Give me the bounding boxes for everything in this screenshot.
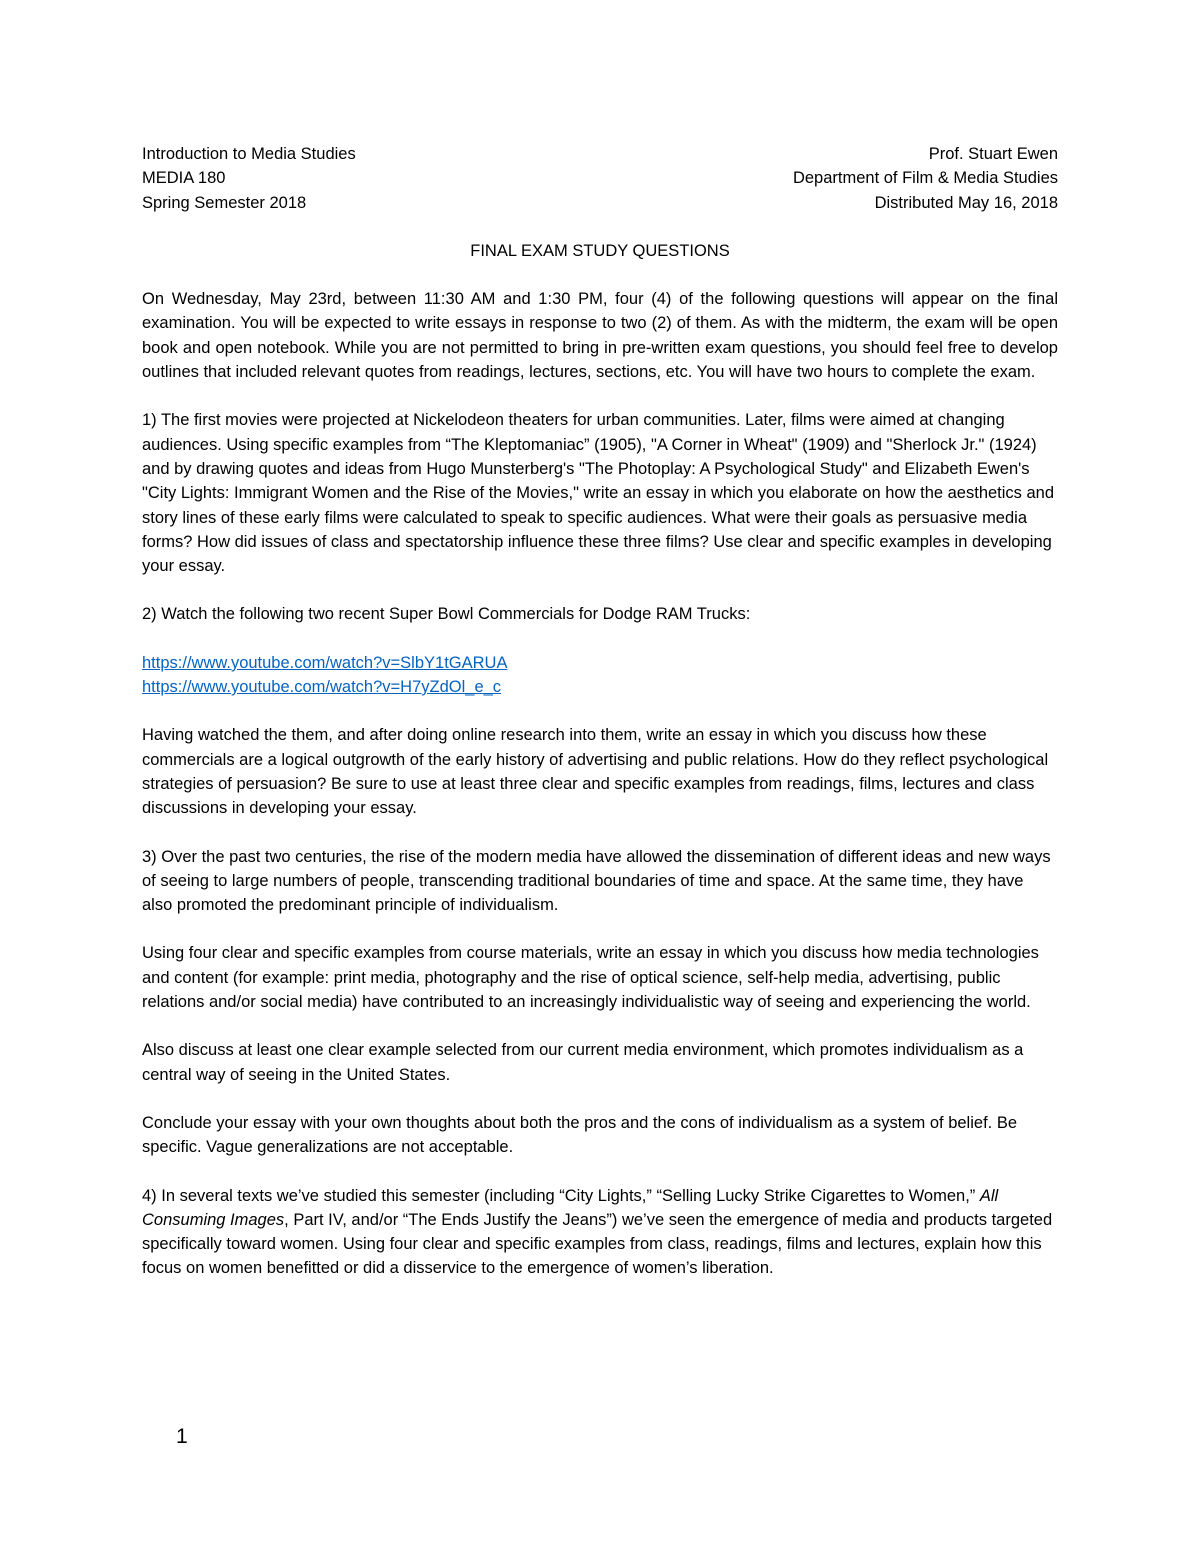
semester: Spring Semester 2018 <box>142 193 307 212</box>
question-3-paragraph-4: Conclude your essay with your own thoughts about both the pros and the cons of individualism as a system of belief. Be specific. Vague generalizations are not acceptable. <box>142 1113 1017 1157</box>
document-page <box>142 142 1058 1305</box>
question-3-paragraph-1: 3) Over the past two centuries, the rise of the modern media have allowed the dissemination of different ideas and new ways of seeing to large numbers of people, transcending traditional boundaries of time and space. At the same time, they have also promoted the predominant principle of individualism. <box>142 847 1051 915</box>
course-title: Introduction to Media Studies <box>142 145 356 163</box>
question-4-text-start: 4) In several texts we’ve studied this semester (including “City Lights,” “Selling Lucky Strike Cigarettes to Women,” <box>142 1186 980 1205</box>
commercial-link-1[interactable]: https://www.youtube.com/watch?v=SlbY1tGARUA <box>142 653 508 672</box>
commercial-link-2[interactable]: https://www.youtube.com/watch?v=H7yZdOl_e_c <box>142 678 502 697</box>
question-2-links <box>142 651 1058 700</box>
distributed-date: Distributed May 16, 2018 <box>874 193 1058 212</box>
header-row-1 <box>142 142 1058 166</box>
question-1: 1) The first movies were projected at Nickelodeon theaters for urban communities. Later, films were aimed at changing audiences. Using specific examples from “The Kleptomaniac” (1905), "A Corner in Wheat" (1909) and "Sherlock Jr." (1924) and by drawing quotes and ideas from Hugo Munsterberg's "The Photoplay: A Psychological Study" and Elizabeth Ewen's "City Lights: Immigrant Women and the Rise of the Movies," write an essay in which you elaborate on how the aesthetics and story lines of these early films were calculated to speak to specific audiences. What were their goals as persuasive media forms? How did issues of class and spectatorship influence these three films? Use clear and specific examples in developing your essay. <box>142 411 1055 576</box>
question-4-book-title: All Consuming Images <box>142 1186 999 1229</box>
question-2-prompt: 2) Watch the following two recent Super Bowl Commercials for Dodge RAM Trucks: <box>142 605 751 624</box>
header-row-3 <box>142 191 1058 215</box>
question-3-paragraph-2: Using four clear and specific examples from course materials, write an essay in which you discuss how media technologies and content (for example: print media, photography and the rise of optical science, self-help media, advertising, public relations and/or social media) have contributed to an increasingly individualistic way of seeing and experiencing the world. <box>142 944 1039 1012</box>
question-2-body: Having watched the them, and after doing online research into them, write an essay in which you discuss how these commercials are a logical outgrowth of the early history of advertising and public relations. How do they reflect psychological strategies of persuasion? Be sure to use at least three clear and specific examples from readings, films, lectures and class discussions in developing your essay. <box>142 726 1049 818</box>
page-number: 1 <box>176 1425 188 1448</box>
intro-paragraph: On Wednesday, May 23rd, between 11:30 AM and 1:30 PM, four (4) of the following questions will appear on the final examination. You will be expected to write essays in response to two (2) of them. As with the midterm, the exam will be open book and open notebook. While you are not permitted to bring in pre-written exam questions, you should feel free to develop outlines that included relevant quotes from readings, lectures, sections, etc. You will have two hours to complete the exam. <box>142 290 1058 382</box>
question-4-text-end: , Part IV, and/or “The Ends Justify the Jeans”) we’ve seen the emergence of media and products targeted specifically toward women. Using four clear and specific examples from class, readings, films and lectures, explain how this focus on women benefitted or did a disservice to the emergence of women’s liberation. <box>142 1210 1053 1278</box>
document-title: FINAL EXAM STUDY QUESTIONS <box>470 241 730 260</box>
header-row-2 <box>142 166 1058 190</box>
course-code: MEDIA 180 <box>142 169 226 188</box>
department-name: Department of Film & Media Studies <box>792 169 1058 188</box>
professor-name: Prof. Stuart Ewen <box>928 145 1058 163</box>
question-3-paragraph-3: Also discuss at least one clear example selected from our current media environment, which promotes individualism as a central way of seeing in the United States. <box>142 1041 1024 1084</box>
question-4 <box>142 1184 1058 1281</box>
